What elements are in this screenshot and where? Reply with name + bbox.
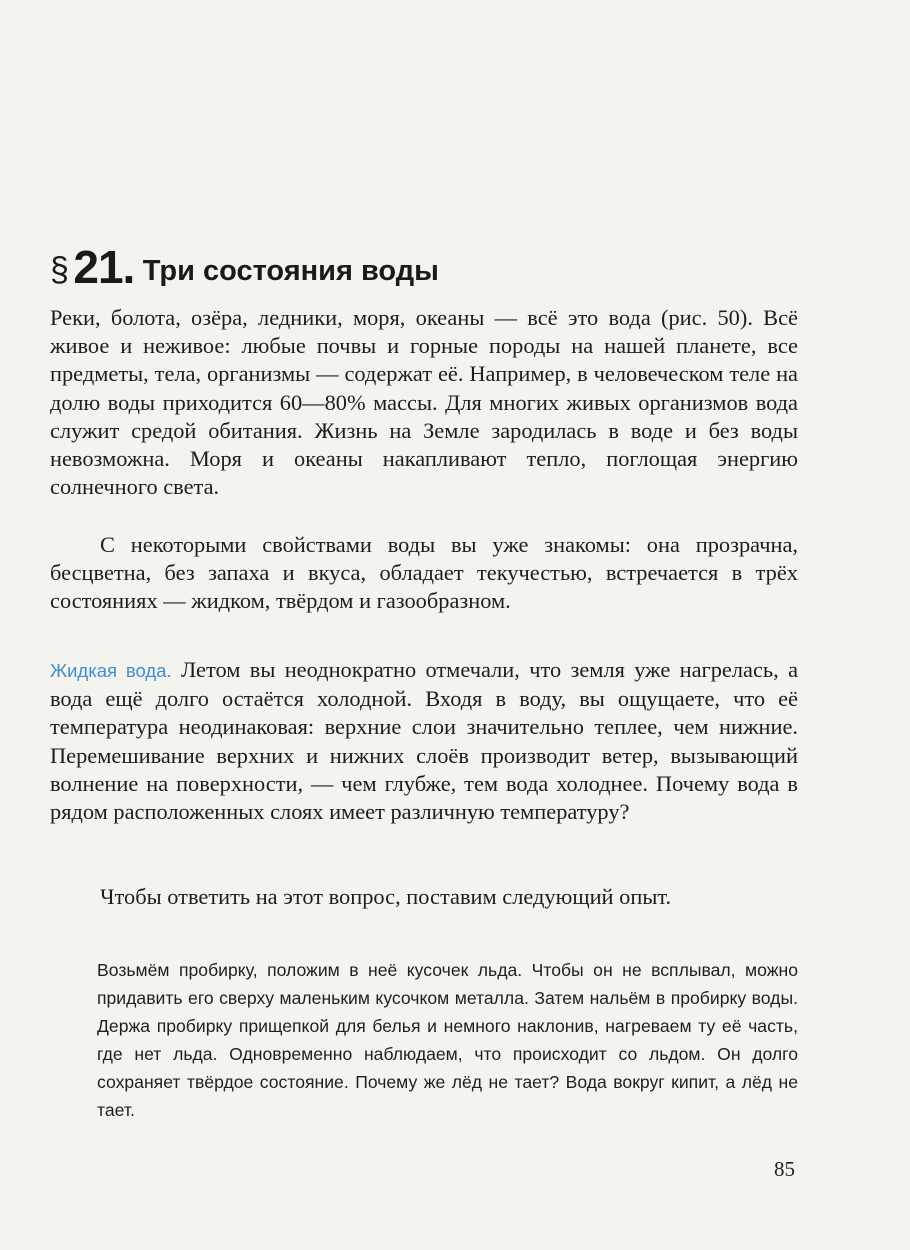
liquid-water-run-in-heading: Жидкая вода. [50,660,172,681]
paragraph-properties: С некоторыми свойствами воды вы уже знакомы: она прозрачна, бесцветна, без запаха и вкуса, обладает текучестью, встречается в трёх состояниях — жидком, твёрдом и газообразном. [50,532,798,614]
paragraph-experiment-intro: Чтобы ответить на этот вопрос, поставим следующий опыт. [100,884,672,909]
paragraph-intro: Реки, болота, озёра, ледники, моря, океаны — всё это вода (рис. 50). Всё живое и неживое: любые почвы и горные породы на нашей планете, все предметы, тела, организмы — содержат её. Например, в человеческом теле на долю воды приходится 60—80% массы. Для многих живых организмов вода служит средой обитания. Жизнь на Земле зародилась в воде и без воды невозможна. Моря и океаны накапливают тепло, поглощая энергию солнечного света. [50,305,798,500]
section-heading [50,240,439,294]
liquid-water-text: Летом вы неоднократно отмечали, что земля уже нагрелась, а вода ещё долго остаётся холодной. Входя в воду, вы ощущаете, что её температура неодинаковая: верхние слои значительно теплее, чем нижние. Перемешивание верхних и нижних слоёв производит ветер, вызывающий волнение на поверхности, — чем глубже, тем вода холоднее. Почему вода в рядом расположенных слоях имеет различную температуру? [50,657,799,825]
paragraph-liquid-water [50,656,798,826]
section-sign: § [50,251,69,289]
section-title: Три состояния воды [142,255,439,287]
experiment-description: Возьмём пробирку, положим в неё кусочек льда. Чтобы он не всплывал, можно придавить его сверху маленьким кусочком металла. Затем нальём в пробирку воды. Держа пробирку прищепкой для белья и немного наклонив, нагреваем ту её часть, где нет льда. Одновременно наблюдаем, что происходит со льдом. Он долго сохраняет твёрдое состояние. Почему же лёд не тает? Вода вокруг кипит, а лёд не тает. [97,960,798,1120]
page-number: 85 [774,1157,795,1181]
section-number: 21. [73,241,135,293]
